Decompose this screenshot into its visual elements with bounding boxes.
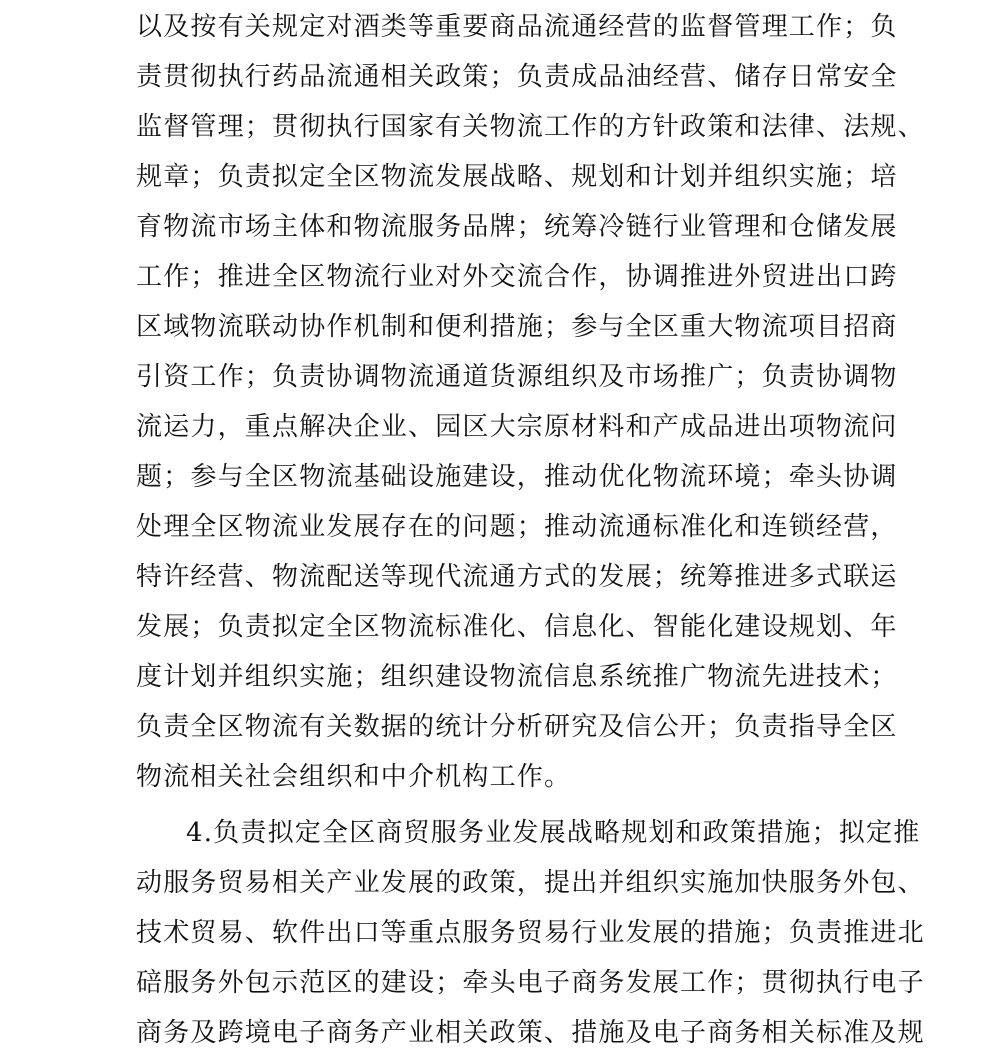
text-line: 负责全区物流有关数据的统计分析研究及信公开；负责指导全区 [136,712,898,742]
paragraph-start-line: 4.负责拟定全区商贸服务业发展战略规划和政策措施；拟定推 [186,818,921,848]
text-line: 监督管理；贯彻执行国家有关物流工作的方针政策和法律、法规、 [136,112,925,142]
text-line: 流运力，重点解决企业、园区大宗原材料和产成品进出项物流问 [136,412,898,442]
text-line: 育物流市场主体和物流服务品牌；统筹冷链行业管理和仓储发展 [136,212,898,242]
text-line: 动服务贸易相关产业发展的政策，提出并组织实施加快服务外包、 [136,868,925,898]
text-line: 工作；推进全区物流行业对外交流合作，协调推进外贸进出口跨 [136,262,898,292]
text-line: 以及按有关规定对酒类等重要商品流通经营的监督管理工作；负 [136,12,898,42]
text-line: 处理全区物流业发展存在的问题；推动流通标准化和连锁经营， [136,512,898,542]
text-line: 规章；负责拟定全区物流发展战略、规划和计划并组织实施；培 [136,162,898,192]
text-line: 商务及跨境电子商务产业相关政策、措施及电子商务相关标准及规 [136,1018,925,1048]
text-line: 碚服务外包示范区的建设；牵头电子商务发展工作；贯彻执行电子 [136,968,925,998]
text-line: 引资工作；负责协调物流通道货源组织及市场推广；负责协调物 [136,362,898,392]
text-line: 度计划并组织实施；组织建设物流信息系统推广物流先进技术； [136,662,898,692]
text-line: 责贯彻执行药品流通相关政策；负责成品油经营、储存日常安全 [136,62,898,92]
text-line: 发展；负责拟定全区物流标准化、信息化、智能化建设规划、年 [136,612,898,642]
text-line: 区域物流联动协作机制和便利措施；参与全区重大物流项目招商 [136,312,898,342]
text-line: 技术贸易、软件出口等重点服务贸易行业发展的措施；负责推进北 [136,918,925,948]
text-line: 物流相关社会组织和中介机构工作。 [136,762,572,792]
text-line: 题；参与全区物流基础设施建设，推动优化物流环境；牵头协调 [136,462,898,492]
text-line: 特许经营、物流配送等现代流通方式的发展；统筹推进多式联运 [136,562,898,592]
